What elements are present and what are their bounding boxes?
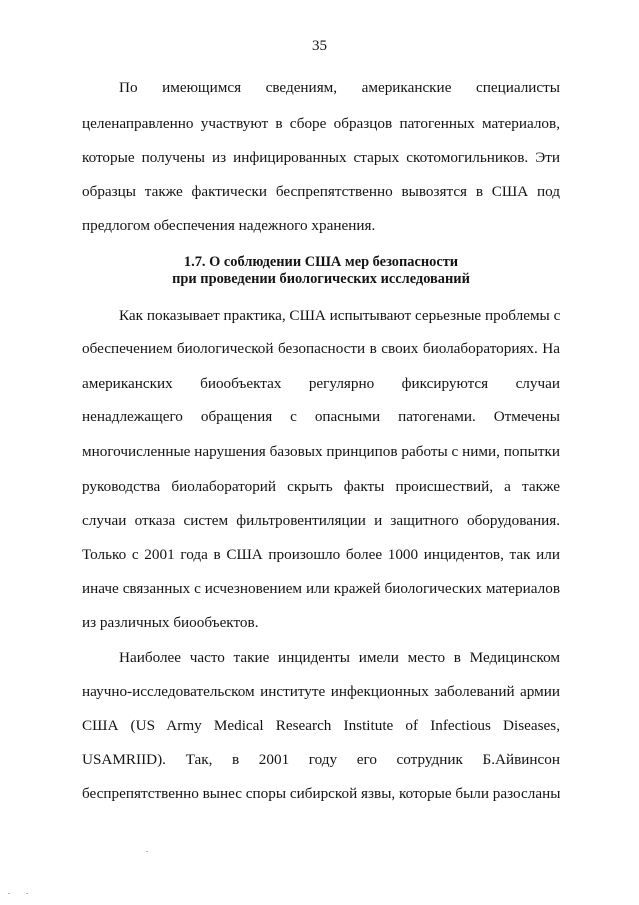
paragraph-line: случаи отказа систем фильтровентиляции и защитного оборудования. (82, 512, 560, 529)
paragraph-line: которые получены из инфицированных старых скотомогильников. Эти (82, 149, 560, 166)
paragraph-line: научно-исследовательском институте инфекционных заболеваний армии (82, 683, 560, 700)
paragraph-line: целенаправленно участвуют в сборе образцов патогенных материалов, (82, 115, 560, 132)
scan-speck (146, 851, 148, 852)
paragraph-line: руководства биолабораторий скрыть факты происшествий, а также (82, 478, 560, 495)
paragraph-line: По имеющимся сведениям, американские специалисты (119, 79, 560, 96)
paragraph-line: Наиболее часто такие инциденты имели место в Медицинском (119, 649, 560, 666)
paragraph-line: обеспечением биологической безопасности в своих биолабораториях. На (82, 340, 560, 357)
paragraph-line: ненадлежащего обращения с опасными патогенами. Отмечены (82, 408, 560, 425)
section-heading-line-1: 1.7. О соблюдении США мер безопасности (183, 254, 459, 270)
scan-speck (26, 893, 28, 894)
paragraph-line: США (US Army Medical Research Institute of Infectious Diseases, (82, 717, 560, 734)
paragraph-line: Как показывает практика, США испытывают серьезные проблемы с (119, 307, 561, 324)
page-number: 35 (312, 38, 327, 54)
paragraph-line: многочисленные нарушения базовых принципов работы с ними, попытки (82, 443, 560, 460)
paragraph-line: предлогом обеспечения надежного хранения. (82, 217, 376, 234)
paragraph-line: USAMRIID). Так, в 2001 году его сотрудник Б.Айвинсон (82, 751, 560, 768)
paragraph-line: Только с 2001 года в США произошло более 1000 инцидентов, так или (82, 546, 560, 563)
paragraph-line: образцы также фактически беспрепятственно вывозятся в США под (82, 183, 560, 200)
paragraph-line: беспрепятственно вынес споры сибирской язвы, которые были разосланы (82, 785, 561, 802)
section-heading-line-2: при проведении биологических исследований (172, 271, 470, 287)
scan-speck (8, 893, 10, 894)
paragraph-line: американских биообъектах регулярно фиксируются случаи (82, 375, 560, 392)
paragraph-line: из различных биообъектов. (82, 614, 259, 631)
paragraph-line: иначе связанных с исчезновением или кражей биологических материалов (82, 580, 560, 597)
